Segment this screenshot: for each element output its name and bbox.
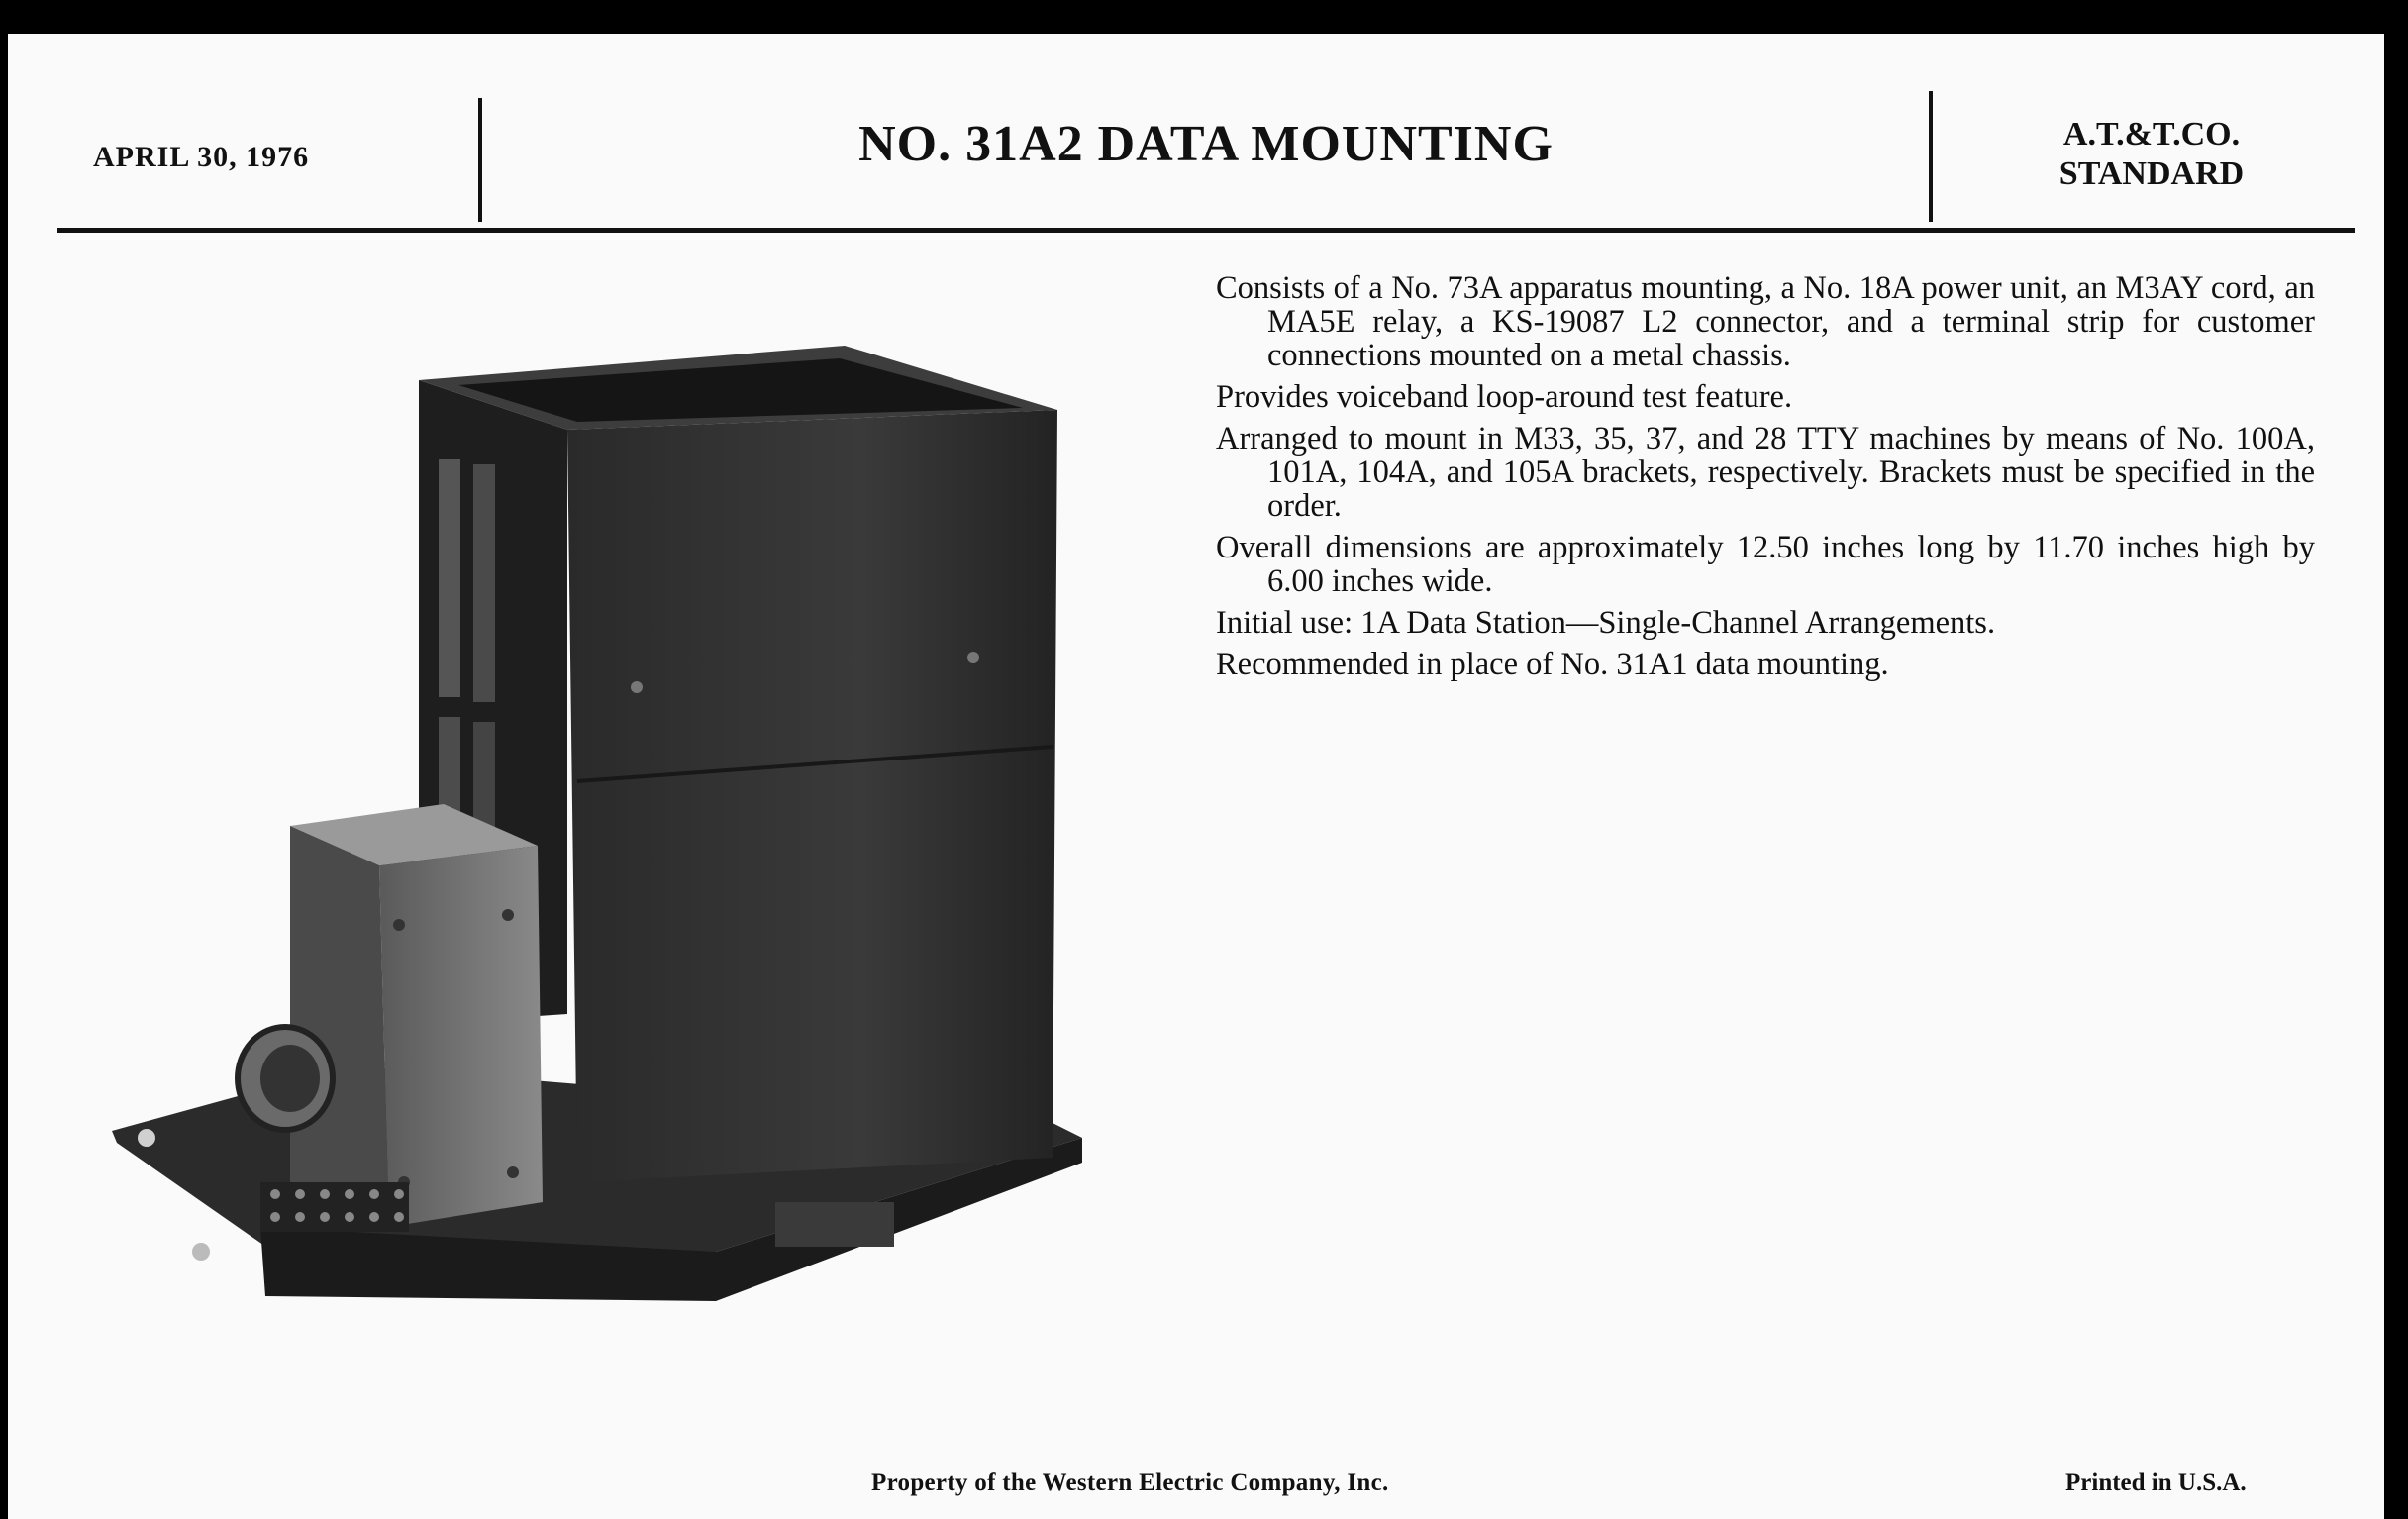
mounting-hole (192, 1243, 210, 1261)
header-divider-left (478, 98, 482, 222)
standard-label (1944, 115, 2359, 194)
side-slot (439, 459, 460, 697)
description-paragraph: Consists of a No. 73A apparatus mounting, a No. 18A power unit, an M3AY cord, an MA5E relay, a KS-19087 L2 connector, and a terminal strip for customer connections mounted on a metal chassis. (1216, 270, 2315, 373)
issue-date: APRIL 30, 1976 (93, 141, 310, 173)
header-rule (57, 228, 2355, 233)
screw (967, 652, 979, 663)
mounting-hole (138, 1129, 155, 1147)
side-slot (473, 464, 495, 702)
terminal-strip (260, 1182, 409, 1232)
description-paragraph: Arranged to mount in M33, 35, 37, and 28 TTY machines by means of No. 100A, 101A, 104A, and 105A brackets, respectively. Brackets must be specified in the order. (1216, 421, 2315, 524)
screw (502, 909, 514, 921)
connector-face (260, 1045, 320, 1112)
description-paragraph: Initial use: 1A Data Station—Single-Channel Arrangements. (1216, 605, 1996, 641)
standard-label-line1: A.T.&T.CO. (2062, 116, 2241, 152)
standard-label-line2: STANDARD (2058, 155, 2245, 192)
screw (393, 919, 405, 931)
description (1216, 271, 2315, 689)
apparatus-mounting-front (567, 410, 1057, 1182)
page-title: NO. 31A2 DATA MOUNTING (858, 116, 1554, 172)
label-plate (775, 1202, 894, 1247)
screw (507, 1166, 519, 1178)
footer-property: Property of the Western Electric Company, Inc. (871, 1469, 1389, 1496)
description-paragraph: Provides voiceband loop-around test feature. (1216, 379, 1793, 415)
description-paragraph: Overall dimensions are approximately 12.50 inches long by 11.70 inches high by 6.00 inches wide. (1216, 530, 2315, 599)
footer-printed: Printed in U.S.A. (2065, 1469, 2247, 1496)
description-paragraph: Recommended in place of No. 31A1 data mounting. (1216, 647, 1889, 682)
product-photo (102, 331, 1092, 1380)
power-unit-side (290, 826, 389, 1227)
screw (631, 681, 643, 693)
catalog-card (8, 34, 2384, 1519)
header-divider-right (1929, 91, 1933, 222)
